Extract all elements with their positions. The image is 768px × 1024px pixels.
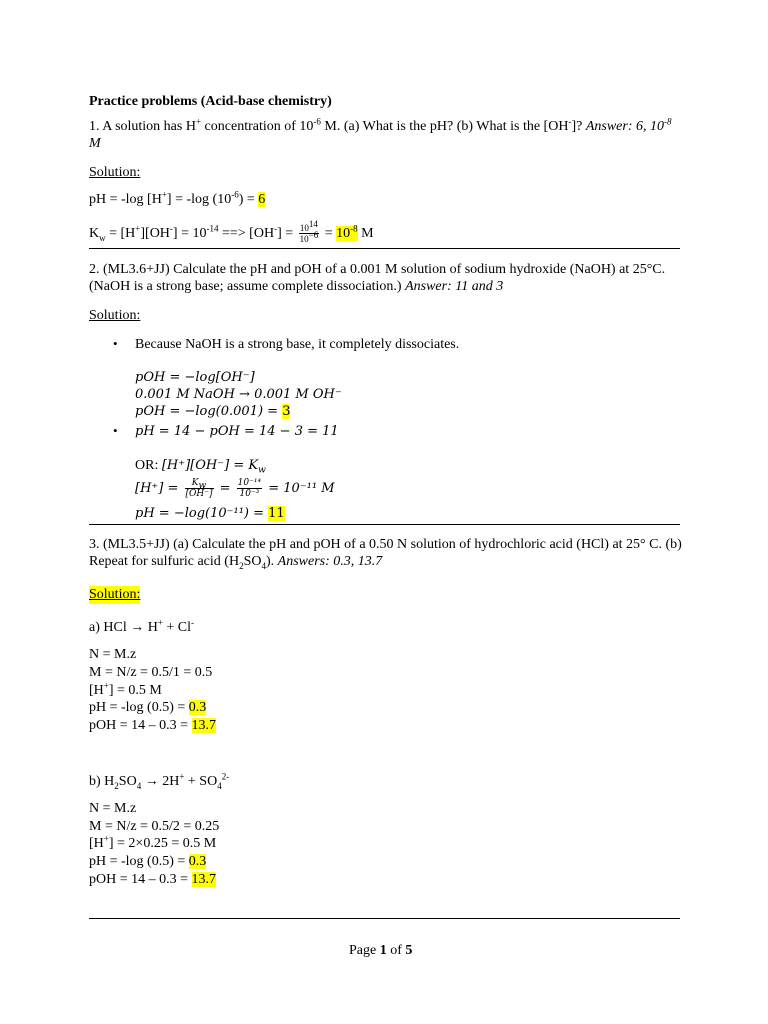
problem-3b-poh-line: pOH = 14 – 0.3 = 13.7 bbox=[89, 872, 217, 887]
problem-2-eq-dissociation: 0.001 M NaOH → 0.001 M OH⁻ bbox=[135, 387, 342, 402]
problem-3a-poh-answer: 13.7 bbox=[191, 718, 217, 733]
problem-2-bullet-1: Because NaOH is a strong base, it completely dissociates. bbox=[135, 337, 460, 352]
problem-3-question-line-1: 3. (ML3.5+JJ) (a) Calculate the pH and pOH of a 0.50 N solution of hydrochloric acid (HCl) at 25° C. (b) bbox=[89, 537, 682, 552]
problem-1-answer-unit: M bbox=[89, 136, 101, 151]
problem-3b-poh-answer: 13.7 bbox=[191, 872, 217, 887]
problem-1-oh-answer: $10^{-8}$ bbox=[336, 223, 358, 241]
problem-3a-h-line: [H+] = 0.5 M bbox=[89, 680, 162, 698]
problem-2-question-line-2: (NaOH is a strong base; assume complete dissociation.) Answer: 11 and 3 bbox=[89, 279, 504, 294]
problem-3a-line-2: M = N/z = 0.5/1 = 0.5 bbox=[89, 665, 213, 680]
problem-2-eq-poh: pOH = −log[OH⁻] bbox=[135, 370, 255, 385]
problem-2-question-line-1: 2. (ML3.6+JJ) Calculate the pH and pOH of a 0.001 M solution of sodium hydroxide (NaOH) at 25°C. bbox=[89, 262, 666, 277]
problem-2-solution-label: Solution: bbox=[89, 308, 141, 323]
problem-2-ph-value: pH = −log(10⁻¹¹) = 11 bbox=[135, 506, 285, 521]
problem-1-oh-line: $K_w = [H^+][OH^-] = 10^{-14}$ ==> [OH-] = $\frac{10^{14}}{10^{-6}}$ = $10^{-8}$ M bbox=[89, 219, 374, 245]
problem-2-eq-poh-value: pOH = −log(0.001) = 3 bbox=[135, 404, 291, 419]
problem-2-eq-ph: pH = 14 − pOH = 14 − 3 = 11 bbox=[135, 424, 339, 439]
bullet-icon: • bbox=[113, 336, 118, 351]
problem-2-or-line: OR: $[H^+][OH^-] = K_w$ bbox=[135, 458, 266, 476]
problem-2-h-concentration: [H⁺] = $\frac{K_w}{[OH^-]}$ = $\frac{\text{10⁻¹⁴}}{\text{10⁻³}}$ = 10⁻¹¹ M bbox=[135, 478, 335, 499]
divider-2 bbox=[89, 524, 680, 525]
footer-divider bbox=[89, 918, 680, 919]
problem-3a-ph-line: pH = -log (0.5) = 0.3 bbox=[89, 700, 207, 715]
problem-3a-line-1: N = M.z bbox=[89, 647, 137, 662]
problem-3-solution-label: Solution: bbox=[89, 587, 141, 602]
problem-3-answer: Answers: 0.3, 13.7 bbox=[277, 554, 383, 569]
problem-1-solution-label: Solution: bbox=[89, 165, 141, 180]
problem-3b-line-2: M = N/z = 0.5/2 = 0.25 bbox=[89, 819, 220, 834]
bullet-icon: • bbox=[113, 423, 118, 438]
problem-3a-ph-answer: 0.3 bbox=[188, 700, 207, 715]
problem-3a-heading: a) HCl → H+ + Cl- bbox=[89, 617, 195, 635]
problem-2-ph-answer: 11 bbox=[268, 506, 285, 521]
problem-1-answer: Answer: 6, $10^{-8}$ bbox=[585, 116, 672, 134]
problem-3b-h-line: [H+] = 2×0.25 = 0.5 M bbox=[89, 833, 217, 851]
problem-1-ph-answer: 6 bbox=[258, 192, 266, 207]
problem-3-question-line-2: Repeat for sulfuric acid $(H_2SO_4)$. Answers: 0.3, 13.7 bbox=[89, 554, 383, 571]
problem-2-poh-answer: 3 bbox=[282, 404, 291, 419]
problem-3b-ph-line: pH = -log (0.5) = 0.3 bbox=[89, 854, 207, 869]
problem-3b-heading: b) $H_2SO_4 \to 2H^+ + SO_4^{2-}$ bbox=[89, 771, 230, 791]
problem-2-answer: Answer: 11 and 3 bbox=[405, 279, 504, 294]
problem-3a-poh-line: pOH = 14 – 0.3 = 13.7 bbox=[89, 718, 217, 733]
page-title: Practice problems (Acid-base chemistry) bbox=[89, 94, 332, 109]
problem-1-question: 1. A solution has H+ concentration of $10^{-6}$ M. (a) What is the pH? (b) What is the [OH-]? Answer: 6, $10^{-8}$ bbox=[89, 116, 672, 134]
problem-3b-ph-answer: 0.3 bbox=[188, 854, 207, 869]
divider-1 bbox=[89, 248, 680, 249]
problem-3b-line-1: N = M.z bbox=[89, 801, 137, 816]
problem-1-ph-line: pH = -log [H+] = -log $(10^{-6}) = 6$ bbox=[89, 189, 266, 207]
page-number: Page 1 of 5 bbox=[349, 943, 413, 958]
